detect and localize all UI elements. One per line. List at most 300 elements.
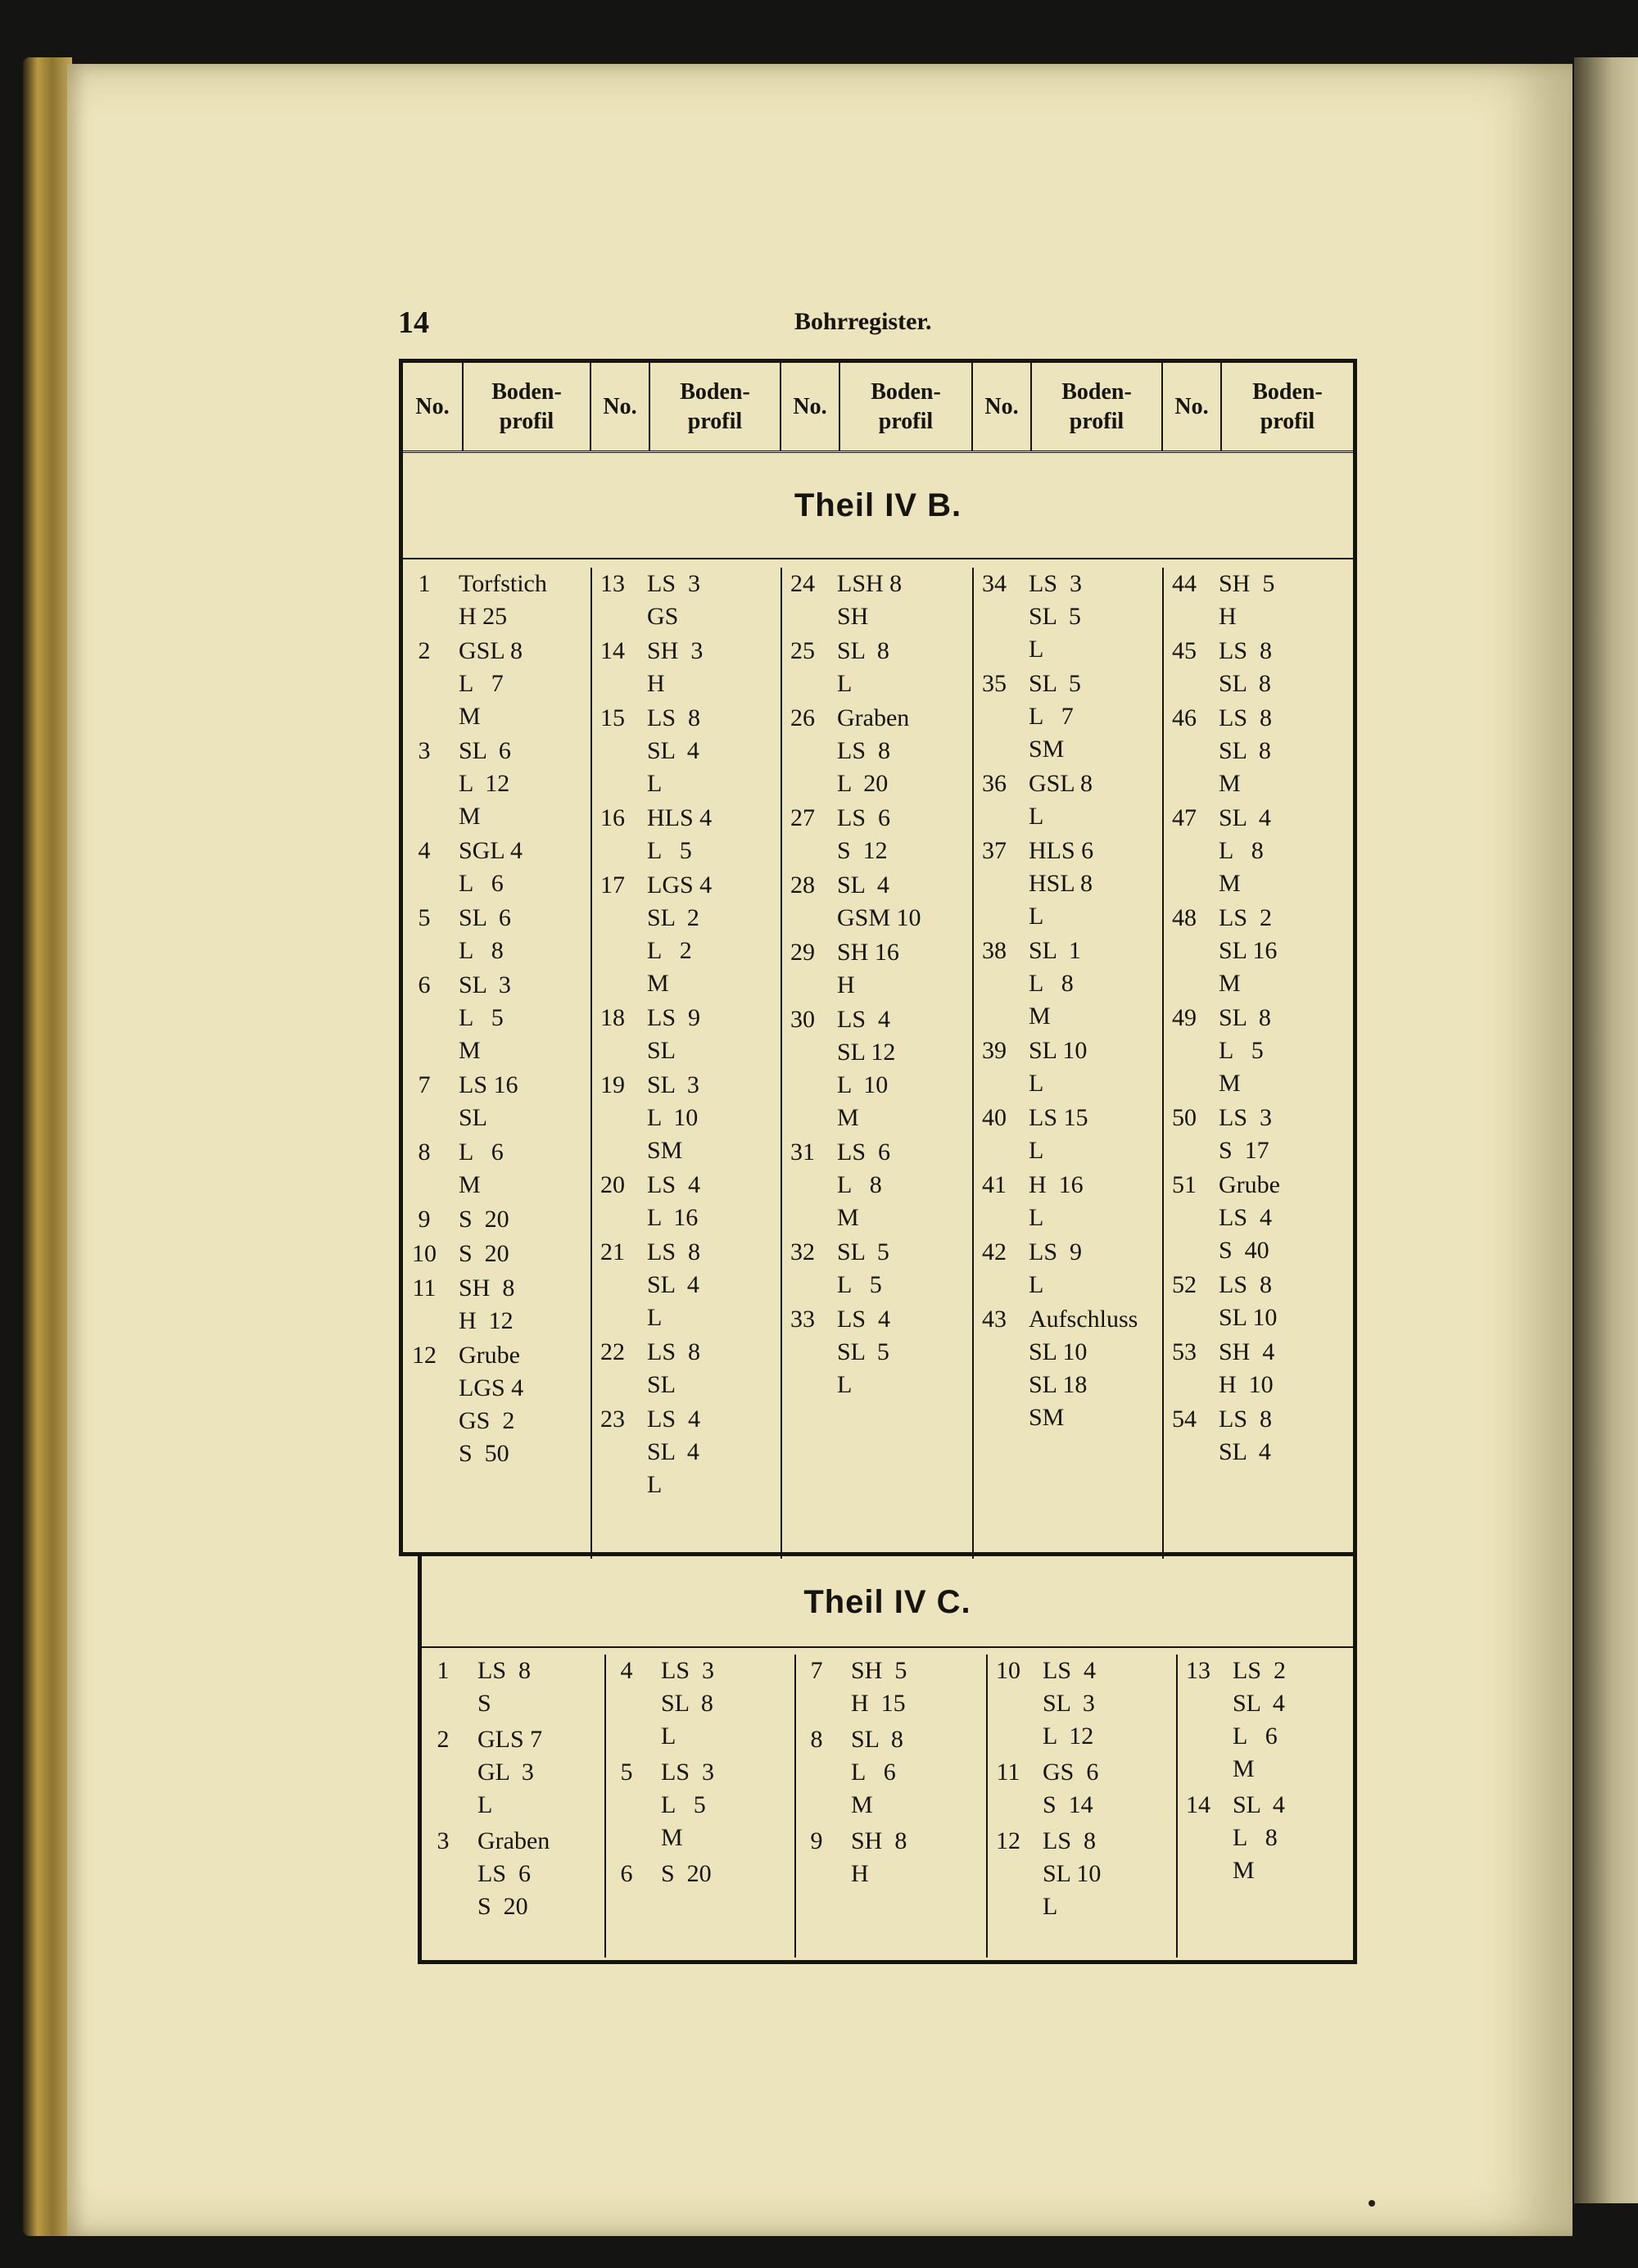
soil-layer: S 17 [1219, 1137, 1269, 1164]
soil-layer: LS 3 [1219, 1104, 1273, 1131]
soil-layer: M [459, 803, 481, 830]
register-entry [781, 1003, 973, 1134]
soil-layer: H 25 [459, 603, 508, 630]
soil-layer: M [837, 1204, 859, 1231]
boring-number: 39 [982, 1037, 1007, 1064]
register-entry [973, 1169, 1163, 1234]
register-entry [781, 869, 973, 935]
boring-number: 29 [790, 939, 815, 966]
book-page-edges [23, 57, 72, 2236]
register-entry [403, 1069, 591, 1134]
soil-layer: S 20 [459, 1206, 509, 1233]
soil-layer: L [1029, 803, 1044, 830]
register-column [795, 1655, 987, 1894]
soil-layer: M [851, 1791, 873, 1818]
register-entry [987, 1655, 1177, 1753]
register-column [422, 1655, 605, 1926]
register-entry [795, 1723, 987, 1822]
boring-number: 4 [620, 1657, 633, 1684]
register-entry [591, 635, 781, 700]
boring-number: 26 [790, 704, 815, 731]
soil-layer: H [1219, 603, 1237, 630]
register-entry [403, 635, 591, 733]
soil-layer: GL 3 [477, 1759, 534, 1786]
soil-profile [446, 1203, 591, 1236]
register-entry [987, 1756, 1177, 1822]
soil-layer: L 10 [837, 1071, 889, 1098]
soil-layer: SH [837, 603, 869, 630]
register-entry [403, 902, 591, 967]
soil-layer: SL 2 [647, 904, 699, 931]
soil-profile [446, 835, 591, 900]
soil-layer: L 8 [1219, 837, 1264, 864]
soil-layer: SH 5 [1219, 570, 1275, 597]
boring-number: 14 [1186, 1791, 1210, 1818]
soil-layer: SL 6 [459, 737, 511, 764]
boring-number: 35 [982, 670, 1007, 697]
header-bodenprofil-2: Boden- profil [650, 363, 781, 450]
soil-profile [446, 1238, 591, 1270]
boring-number: 10 [996, 1657, 1020, 1684]
soil-profile [1206, 702, 1353, 800]
soil-profile [824, 568, 973, 633]
register-column [1163, 568, 1353, 1470]
boring-number: 9 [418, 1206, 431, 1233]
boring-number: 20 [600, 1171, 625, 1198]
register-entry [1163, 802, 1353, 900]
header-no-3: No. [781, 363, 840, 450]
register-entry [1163, 902, 1353, 1000]
soil-layer: H [837, 971, 855, 998]
soil-layer: SH 4 [1219, 1338, 1275, 1365]
register-entry [781, 802, 973, 867]
soil-layer: S 20 [459, 1240, 509, 1267]
register-entry [781, 1136, 973, 1234]
soil-layer: SL 5 [837, 1338, 889, 1365]
soil-layer: LSH 8 [837, 570, 903, 597]
soil-layer: SL 5 [837, 1238, 889, 1265]
register-entry [1177, 1655, 1353, 1786]
register-entry [605, 1858, 795, 1890]
soil-layer: L [647, 1471, 663, 1498]
soil-layer: L 5 [837, 1271, 882, 1298]
register-entry [403, 1339, 591, 1470]
page-number: 14 [398, 306, 429, 340]
soil-layer: SL 5 [1029, 603, 1081, 630]
soil-layer: L 6 [459, 1139, 504, 1166]
soil-layer: M [1219, 770, 1241, 797]
soil-layer: SL 8 [1219, 737, 1271, 764]
soil-profile [1016, 1303, 1163, 1434]
soil-layer: H [647, 670, 665, 697]
soil-profile [446, 568, 591, 633]
soil-layer: L 8 [459, 937, 504, 964]
boring-number: 31 [790, 1139, 815, 1166]
bohrregister-table [399, 359, 1357, 1556]
soil-layer: M [837, 1104, 859, 1131]
soil-layer: L 6 [1233, 1723, 1278, 1750]
soil-layer: LS 2 [1233, 1657, 1287, 1684]
soil-layer: L 6 [851, 1759, 896, 1786]
register-entry [591, 702, 781, 800]
soil-layer: SL 8 [837, 637, 889, 664]
register-entry [1163, 568, 1353, 633]
register-entry [1163, 1269, 1353, 1334]
header-bodenprofil-1: Boden- profil [464, 363, 591, 450]
soil-layer: L [1029, 1137, 1044, 1164]
soil-layer: LS 8 [1219, 1406, 1273, 1433]
register-entry [1163, 1002, 1353, 1100]
register-entry [1163, 1102, 1353, 1167]
soil-layer: M [1219, 870, 1241, 897]
register-entry [973, 767, 1163, 833]
boring-number: 1 [437, 1657, 450, 1684]
register-entry [1163, 635, 1353, 700]
boring-number: 2 [418, 637, 431, 664]
soil-profile [824, 702, 973, 800]
soil-layer: Aufschluss [1029, 1306, 1138, 1333]
register-entry [781, 936, 973, 1002]
soil-layer: SL 8 [1219, 670, 1271, 697]
soil-profile [824, 1303, 973, 1401]
soil-profile [824, 1136, 973, 1234]
soil-layer: SL 1 [1029, 937, 1081, 964]
soil-profile [634, 802, 781, 867]
register-entry [1163, 1336, 1353, 1401]
soil-profile [1016, 1169, 1163, 1234]
soil-layer: LS 4 [647, 1171, 701, 1198]
soil-layer: S 40 [1219, 1237, 1269, 1264]
boring-number: 12 [412, 1342, 437, 1369]
soil-layer: SH 3 [647, 637, 704, 664]
register-entry [973, 835, 1163, 933]
soil-profile [1219, 1655, 1353, 1786]
register-entry [781, 635, 973, 700]
boring-number: 32 [790, 1238, 815, 1265]
soil-layer: SL 3 [1043, 1690, 1095, 1717]
table-header [403, 363, 1353, 453]
soil-profile [464, 1655, 605, 1720]
boring-number: 6 [418, 971, 431, 998]
boring-number: 14 [600, 637, 625, 664]
soil-layer: LS 8 [1219, 1271, 1273, 1298]
soil-layer: L [837, 1371, 853, 1398]
soil-profile [1206, 1002, 1353, 1100]
soil-profile [464, 1825, 605, 1923]
soil-layer: SL 8 [1219, 1004, 1271, 1031]
soil-layer: LS 6 [837, 1139, 891, 1166]
register-entry [973, 668, 1163, 766]
boring-number: 19 [600, 1071, 625, 1098]
boring-number: 17 [600, 871, 625, 899]
header-no-5: No. [1163, 363, 1222, 450]
soil-layer: SL 4 [1233, 1690, 1285, 1717]
soil-layer: S 20 [661, 1860, 712, 1887]
soil-layer: SL [459, 1104, 488, 1131]
boring-number: 4 [418, 837, 431, 864]
soil-layer: LS 9 [1029, 1238, 1083, 1265]
soil-layer: LS 8 [1219, 704, 1273, 731]
soil-layer: Torfstich [459, 570, 547, 597]
soil-layer: L 16 [647, 1204, 699, 1231]
soil-layer: SL 10 [1043, 1860, 1102, 1887]
register-entry [973, 1034, 1163, 1100]
soil-layer: Graben [837, 704, 910, 731]
soil-layer: SL 4 [837, 871, 889, 899]
boring-number: 7 [810, 1657, 823, 1684]
soil-profile [648, 1858, 795, 1890]
soil-profile [634, 1002, 781, 1067]
soil-layer: LS 6 [477, 1860, 532, 1887]
soil-layer: M [1233, 1857, 1255, 1884]
soil-profile [824, 802, 973, 867]
boring-number: 52 [1172, 1271, 1197, 1298]
soil-layer: L 5 [1219, 1037, 1264, 1064]
boring-number: 38 [982, 937, 1007, 964]
soil-layer: SL 4 [1219, 804, 1271, 831]
soil-layer: SL 12 [837, 1039, 896, 1066]
soil-layer: GSL 8 [459, 637, 523, 664]
boring-number: 5 [620, 1759, 633, 1786]
soil-layer: L [1029, 636, 1044, 663]
soil-layer: M [1029, 1003, 1051, 1030]
soil-layer: L 8 [837, 1171, 882, 1198]
soil-profile [634, 702, 781, 800]
soil-layer: L 10 [647, 1104, 699, 1131]
soil-profile [1206, 902, 1353, 1000]
boring-number: 10 [412, 1240, 437, 1267]
soil-layer: LS 8 [1043, 1827, 1097, 1854]
boring-number: 27 [790, 804, 815, 831]
boring-number: 9 [810, 1827, 823, 1854]
soil-layer: L [647, 1304, 663, 1331]
boring-number: 21 [600, 1238, 625, 1265]
register-entry [973, 1303, 1163, 1434]
soil-profile [446, 735, 591, 833]
soil-layer: L 8 [1029, 970, 1074, 997]
soil-layer: SL [647, 1037, 676, 1064]
header-bodenprofil-4: Boden- profil [1032, 363, 1163, 450]
soil-profile [1219, 1789, 1353, 1887]
soil-layer: SL 3 [647, 1071, 699, 1098]
register-entry [403, 1203, 591, 1236]
register-entry [795, 1825, 987, 1890]
soil-layer: SL 6 [459, 904, 511, 931]
soil-layer: LGS 4 [459, 1374, 524, 1401]
soil-profile [1029, 1756, 1177, 1822]
header-no-4: No. [973, 363, 1032, 450]
boring-number: 22 [600, 1338, 625, 1365]
soil-profile [824, 635, 973, 700]
soil-layer: Grube [1219, 1171, 1280, 1198]
soil-layer: SL 3 [459, 971, 511, 998]
register-entry [973, 1102, 1163, 1167]
register-entry [422, 1825, 605, 1923]
soil-layer: S [477, 1690, 491, 1717]
register-column [591, 568, 781, 1503]
soil-profile [446, 1339, 591, 1470]
boring-number: 43 [982, 1306, 1007, 1333]
soil-profile [1016, 1034, 1163, 1100]
soil-layer: LS 8 [647, 1338, 701, 1365]
boring-number: 40 [982, 1104, 1007, 1131]
section-ivb-grid [403, 568, 1353, 1559]
soil-profile [634, 869, 781, 1000]
soil-layer: L [1029, 1070, 1044, 1097]
soil-layer: SL 4 [647, 737, 699, 764]
register-entry [403, 969, 591, 1067]
soil-layer: SH 8 [851, 1827, 907, 1854]
section-ivc-grid [422, 1655, 1353, 1958]
register-entry [403, 568, 591, 633]
soil-profile [1206, 1403, 1353, 1469]
soil-layer: L [1043, 1893, 1058, 1920]
boring-number: 42 [982, 1238, 1007, 1265]
soil-layer: L 7 [1029, 703, 1074, 730]
boring-number: 54 [1172, 1406, 1197, 1433]
soil-layer: M [459, 703, 481, 730]
soil-profile [838, 1655, 987, 1720]
soil-profile [1206, 1169, 1353, 1267]
soil-profile [634, 1336, 781, 1401]
soil-layer: SL 10 [1029, 1338, 1088, 1365]
register-entry [591, 1403, 781, 1501]
register-column [973, 568, 1163, 1436]
soil-layer: LS 4 [1043, 1657, 1097, 1684]
soil-profile [1016, 835, 1163, 933]
soil-layer: S 50 [459, 1440, 509, 1467]
register-entry [973, 568, 1163, 666]
soil-layer: LS 3 [661, 1759, 715, 1786]
boring-number: 3 [437, 1827, 450, 1854]
soil-layer: SL 4 [1233, 1791, 1285, 1818]
soil-profile [824, 869, 973, 935]
boring-number: 1 [418, 570, 431, 597]
soil-layer: M [1219, 970, 1241, 997]
boring-number: 36 [982, 770, 1007, 797]
boring-number: 46 [1172, 704, 1197, 731]
boring-number: 51 [1172, 1171, 1197, 1198]
soil-layer: SH 5 [851, 1657, 907, 1684]
boring-number: 5 [418, 904, 431, 931]
soil-layer: LS 3 [647, 570, 701, 597]
boring-number: 37 [982, 837, 1007, 864]
soil-layer: L [1029, 1271, 1044, 1298]
boring-number: 7 [418, 1071, 431, 1098]
boring-number: 34 [982, 570, 1007, 597]
soil-profile [824, 1236, 973, 1301]
soil-layer: L 20 [837, 770, 889, 797]
register-entry [1177, 1789, 1353, 1887]
boring-number: 6 [620, 1860, 633, 1887]
soil-layer: HLS 4 [647, 804, 713, 831]
soil-layer: LS 9 [647, 1004, 701, 1031]
soil-layer: H 15 [851, 1690, 906, 1717]
soil-layer: SL 16 [1219, 937, 1278, 964]
soil-profile [648, 1756, 795, 1854]
register-column [1177, 1655, 1353, 1890]
soil-layer: LS 4 [837, 1306, 891, 1333]
boring-number: 53 [1172, 1338, 1197, 1365]
soil-layer: HSL 8 [1029, 870, 1093, 897]
soil-layer: GS [647, 603, 679, 630]
boring-number: 50 [1172, 1104, 1197, 1131]
soil-layer: SL 10 [1029, 1037, 1088, 1064]
soil-profile [1206, 802, 1353, 900]
soil-layer: LS 8 [477, 1657, 532, 1684]
soil-layer: SH 16 [837, 939, 899, 966]
soil-layer: SL 4 [647, 1271, 699, 1298]
register-entry [591, 1002, 781, 1067]
boring-number: 11 [412, 1274, 437, 1301]
register-entry [781, 568, 973, 633]
header-no-2: No. [591, 363, 650, 450]
register-entry [781, 1236, 973, 1301]
boring-number: 3 [418, 737, 431, 764]
boring-number: 13 [1186, 1657, 1210, 1684]
soil-layer: SL 4 [1219, 1438, 1271, 1465]
soil-layer: L 5 [459, 1004, 504, 1031]
boring-number: 23 [600, 1406, 625, 1433]
soil-layer: LS 6 [837, 804, 891, 831]
boring-number: 13 [600, 570, 625, 597]
register-entry [591, 802, 781, 867]
facing-page-edge [1574, 57, 1638, 2203]
paper-speck [1369, 2200, 1375, 2207]
soil-layer: L 12 [1043, 1723, 1094, 1750]
soil-layer: SL 4 [647, 1438, 699, 1465]
soil-layer: LS 4 [1219, 1204, 1273, 1231]
soil-profile [464, 1723, 605, 1822]
boring-number: 25 [790, 637, 815, 664]
soil-profile [446, 969, 591, 1067]
soil-layer: HLS 6 [1029, 837, 1094, 864]
soil-layer: SL [647, 1371, 676, 1398]
soil-layer: LS 8 [837, 737, 891, 764]
soil-profile [1016, 1102, 1163, 1167]
soil-profile [824, 936, 973, 1002]
boring-number: 8 [418, 1139, 431, 1166]
register-entry [591, 869, 781, 1000]
soil-layer: GS 2 [459, 1407, 515, 1434]
soil-profile [634, 635, 781, 700]
soil-profile [1016, 935, 1163, 1033]
soil-profile [1016, 767, 1163, 833]
boring-number: 28 [790, 871, 815, 899]
register-entry [403, 1136, 591, 1202]
soil-profile [1206, 635, 1353, 700]
soil-layer: SM [647, 1137, 683, 1164]
soil-layer: L [661, 1723, 676, 1750]
register-entry [1163, 702, 1353, 800]
boring-number: 33 [790, 1306, 815, 1333]
boring-number: 41 [982, 1171, 1007, 1198]
register-entry [987, 1825, 1177, 1923]
boring-number: 49 [1172, 1004, 1197, 1031]
soil-profile [446, 1136, 591, 1202]
soil-profile [446, 635, 591, 733]
soil-profile [648, 1655, 795, 1753]
soil-layer: L [1029, 1204, 1044, 1231]
register-entry [403, 1272, 591, 1338]
soil-layer: L 5 [661, 1791, 706, 1818]
soil-profile [634, 1403, 781, 1501]
soil-layer: SM [1029, 736, 1065, 763]
soil-profile [1206, 1269, 1353, 1334]
soil-layer: M [1233, 1755, 1255, 1782]
soil-layer: LGS 4 [647, 871, 713, 899]
soil-layer: SL 8 [851, 1726, 903, 1753]
